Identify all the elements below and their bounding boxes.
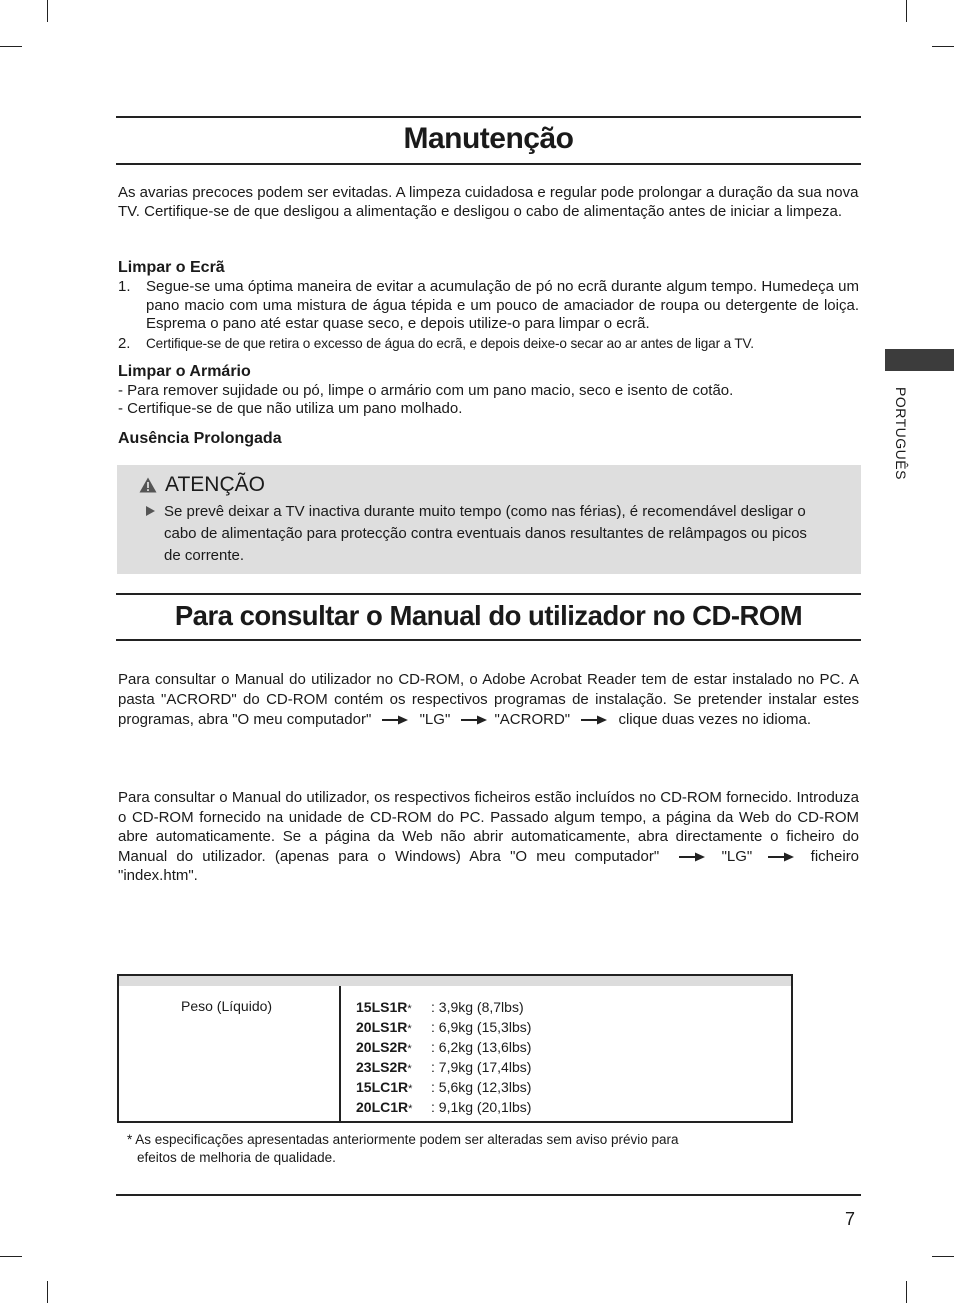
arrow-right-icon	[381, 715, 409, 725]
model-name: 20LS1R*	[356, 1019, 412, 1035]
crop-mark	[906, 0, 907, 22]
weight-value: : 7,9kg (17,4lbs)	[431, 1059, 532, 1075]
absence-heading: Ausência Prolongada	[118, 430, 282, 447]
model-name: 20LS2R*	[356, 1039, 412, 1055]
title-rule-top	[116, 116, 861, 118]
list-item	[118, 335, 859, 354]
crop-mark	[47, 1281, 48, 1303]
attention-text: Se prevê deixar a TV inactiva durante muito tempo (como nas férias), é recomendável desligar o cabo de alimentação para protecção contra eventuais danos resultantes de relâmpagos ou picos de corrente.	[164, 503, 807, 564]
crop-mark	[0, 46, 22, 47]
path-step-lg: "LG"	[721, 847, 753, 865]
title-rule-bottom	[116, 163, 861, 165]
model-name: 23LS2R*	[356, 1059, 412, 1075]
step-text: Certifique-se de que retira o excesso de água do ecrã, e depois deixe-o secar ao ar antes de ligar a TV.	[146, 335, 754, 351]
column-divider	[339, 986, 341, 1123]
table-row	[356, 998, 531, 1018]
para-text: Para consultar o Manual do utilizador, os respectivos ficheiros estão incluídos no CD-ROM fornecido. Introduza o CD-ROM fornecido na unidade de CD-ROM do PC. Passado algum tempo, a página da Web do CD-ROM abre automaticamente. Se a página da Web não abrir automaticamente, abra directamente o ficheiro do Manual do utilizador. (apenas para o Windows) Abra "O meu computador"	[118, 789, 859, 865]
page-number: 7	[845, 1209, 856, 1229]
screen-steps	[118, 278, 859, 353]
crop-mark	[47, 0, 48, 22]
weight-values	[356, 998, 531, 1118]
page-title: Manutenção	[403, 122, 574, 155]
triangle-bullet-icon	[146, 506, 155, 516]
table-row	[356, 1078, 531, 1098]
crop-mark	[932, 46, 954, 47]
path-step-acrord: "ACRORD"	[494, 711, 571, 728]
weight-value: : 3,9kg (8,7lbs)	[431, 999, 524, 1015]
arrow-right-icon	[678, 852, 706, 862]
attention-label: ATENÇÃO	[165, 473, 265, 496]
table-row	[356, 1018, 531, 1038]
arrow-right-icon	[580, 715, 608, 725]
cdrom-paragraph-1	[118, 670, 859, 730]
para-end: ficheiro "index.htm".	[118, 847, 860, 885]
weight-value: : 5,6kg (12,3lbs)	[431, 1079, 532, 1095]
table-header-band	[119, 976, 791, 986]
cabinet-line-2: - Certifique-se de que não utiliza um pano molhado.	[118, 400, 463, 417]
section-title: Para consultar o Manual do utilizador no CD-ROM	[174, 600, 803, 631]
language-tab-marker	[885, 349, 954, 371]
attention-box	[117, 465, 861, 574]
para-text: Para consultar o Manual do utilizador no CD-ROM, o Adobe Acrobat Reader tem de estar instalado no PC. A pasta "ACRORD" do CD-ROM contém os respectivos programas de instalação. Se pretender instalar estes programas, abra "O meu computador"	[118, 671, 859, 728]
table-row	[356, 1058, 531, 1078]
model-name: 20LC1R*	[356, 1099, 413, 1115]
cabinet-heading: Limpar o Armário	[118, 363, 251, 380]
warning-triangle-icon	[139, 477, 157, 493]
crop-mark	[932, 1256, 954, 1257]
cabinet-line-1: - Para remover sujidade ou pó, limpe o armário com um pano macio, seco e isento de cotão.	[118, 382, 734, 399]
step-text: Segue-se uma óptima maneira de evitar a acumulação de pó no ecrã durante algum tempo. Humedeça um pano macio com uma mistura de água tépida e um pouco de amaciador de roupa ou detergente de loiça. Esprema o pano até estar quase seco, e depois utilize-o para limpar o ecrã.	[146, 278, 859, 332]
weight-value: : 6,9kg (15,3lbs)	[431, 1019, 532, 1035]
path-step-lg: "LG"	[419, 711, 451, 728]
step-number: 2.	[118, 334, 131, 352]
spec-footnote	[127, 1131, 767, 1166]
arrow-right-icon	[460, 715, 488, 725]
model-name: 15LC1R*	[356, 1079, 413, 1095]
arrow-right-icon	[767, 852, 795, 862]
table-row	[356, 1098, 531, 1118]
title-rule-bottom	[116, 639, 861, 641]
list-item	[118, 278, 859, 334]
model-name: 15LS1R*	[356, 999, 412, 1015]
table-row	[356, 1038, 531, 1058]
crop-mark	[906, 1281, 907, 1303]
weight-value: : 6,2kg (13,6lbs)	[431, 1039, 532, 1055]
crop-mark	[0, 1256, 22, 1257]
weight-label: Peso (Líquido)	[181, 998, 273, 1014]
cdrom-paragraph-2	[118, 788, 859, 886]
title-rule-top	[116, 593, 861, 595]
spec-table	[117, 974, 793, 1123]
intro-paragraph: As avarias precoces podem ser evitadas. A limpeza cuidadosa e regular pode prolongar a duração da sua nova TV. Certifique-se de que desligou a alimentação e desligou o cabo de alimentação antes de iniciar a limpeza.	[118, 184, 859, 220]
footnote-line-2: efeitos de melhoria de qualidade.	[137, 1149, 336, 1165]
step-number: 1.	[118, 278, 131, 295]
footer-rule	[116, 1194, 861, 1196]
language-label: PORTUGUÊS	[893, 387, 909, 480]
para-end: clique duas vezes no idioma.	[618, 711, 812, 728]
footnote-line-1: * As especificações apresentadas anteriormente podem ser alteradas sem aviso prévio para	[127, 1132, 679, 1147]
screen-heading: Limpar o Ecrã	[118, 259, 225, 276]
weight-value: : 9,1kg (20,1lbs)	[431, 1099, 532, 1115]
